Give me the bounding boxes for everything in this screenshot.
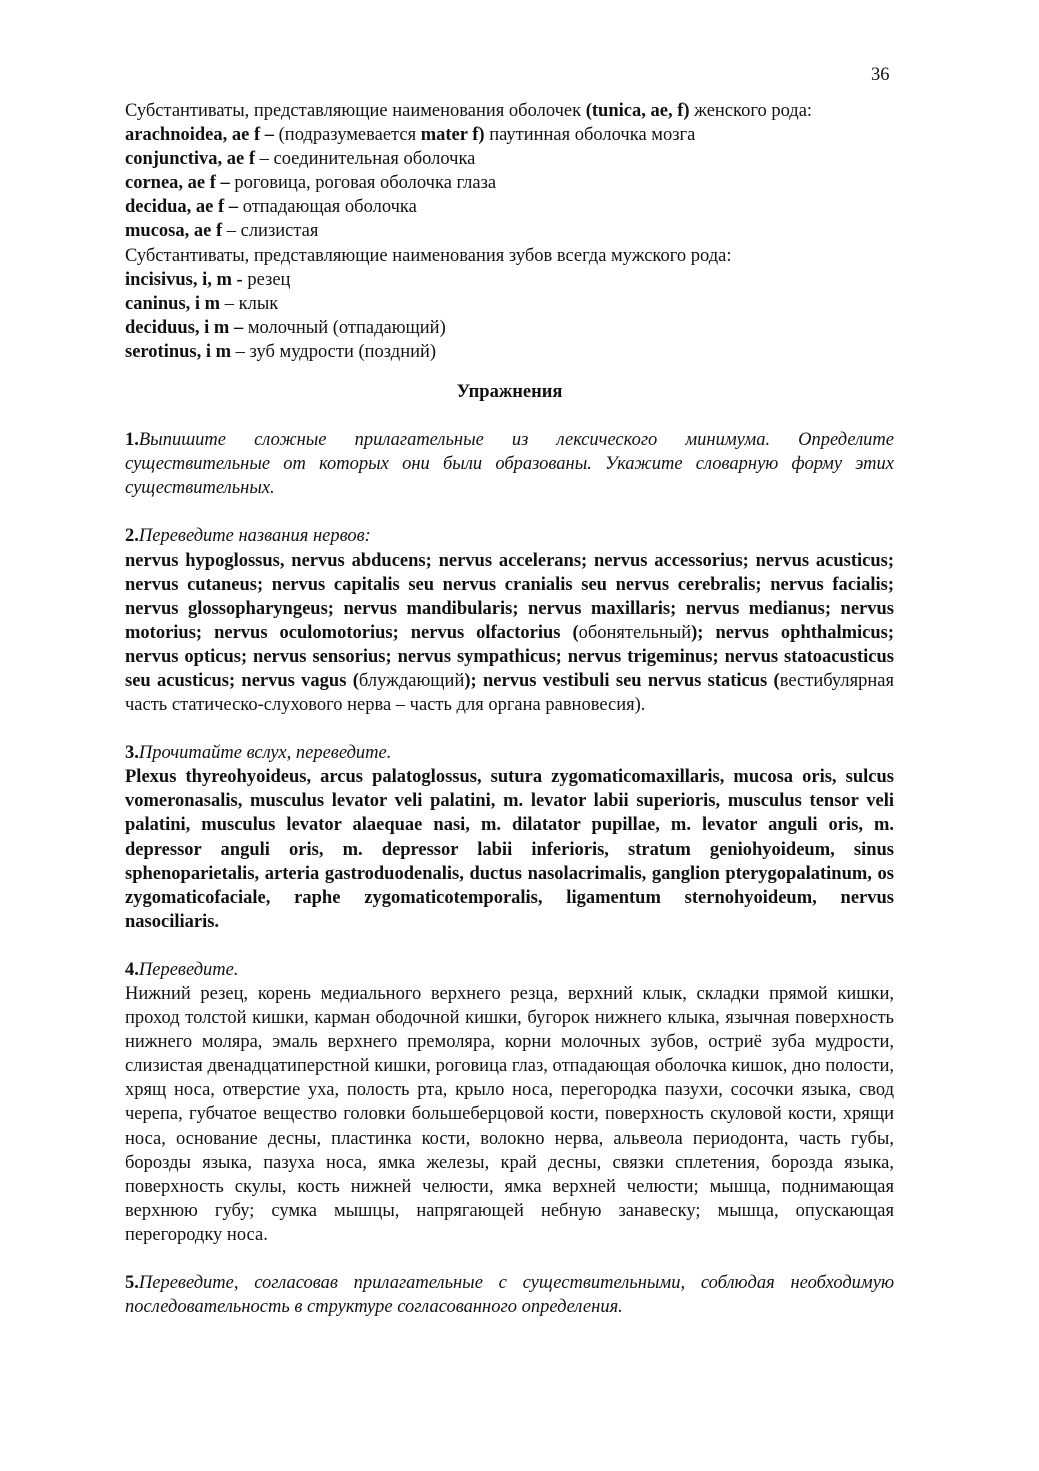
membrane-terms-list bbox=[125, 123, 894, 243]
exercise-4-heading bbox=[125, 958, 894, 982]
exercise-task: Выпишите сложные прилагательные из лексического минимума. Определите существительные от которых они были образованы. Укажите словарную форму этих существительных. bbox=[125, 430, 894, 499]
exercise-1 bbox=[125, 428, 894, 500]
teeth-intro: Субстантиваты, представляющие наименования зубов всегда мужского рода: bbox=[125, 245, 732, 266]
tooth-term: incisivus, i, m - резец bbox=[125, 269, 291, 290]
exercise-task: Переведите. bbox=[138, 959, 239, 980]
membrane-term: conjunctiva, ae f – соединительная оболочка bbox=[125, 149, 476, 170]
exercise-5 bbox=[125, 1271, 894, 1319]
exercise-number: 4. bbox=[125, 959, 139, 980]
page-content bbox=[125, 99, 894, 1319]
page-number: 36 bbox=[871, 65, 890, 85]
exercise-2-heading bbox=[125, 524, 894, 548]
exercise-task: Переведите, согласовав прилагательные с существительными, соблюдая необходимую последовательность в структуре согласованного определения. bbox=[125, 1273, 894, 1318]
exercise-number: 1. bbox=[125, 430, 139, 451]
teeth-terms-list bbox=[125, 268, 894, 364]
exercise-number: 3. bbox=[125, 743, 139, 764]
membranes-intro bbox=[125, 99, 894, 123]
exercise-task: Прочитайте вслух, переведите. bbox=[138, 743, 392, 764]
exercise-number: 2. bbox=[125, 526, 139, 547]
section-heading: Упражнения bbox=[456, 382, 563, 403]
membranes-intro-text: Субстантиваты, представляющие наименования оболочек bbox=[125, 101, 582, 121]
membrane-term: arachnoidea, ae f – (подразумевается mater f) паутинная оболочка мозга bbox=[125, 125, 696, 146]
tooth-term: serotinus, i m – зуб мудрости (поздний) bbox=[125, 341, 437, 362]
exercise-3-heading bbox=[125, 741, 894, 765]
exercise-3-body: Plexus thyreohyoideus, arcus palatoglossus, sutura zygomaticomaxillaris, mucosa oris, sulcus vomeronasalis, musculus levator veli palatini, m. levator labii superioris, musculus tensor veli palatini, musculus levator alaequae nasi, m. dilatator pupillae, m. levator anguli oris, m. depressor anguli oris, m. depressor labii inferioris, stratum geniohyoideum, sinus sphenoparietalis, arteria gastroduodenalis, ductus nasolacrimalis, ganglion pterygopalatinum, os zygomaticofaciale, raphe zygomaticotemporalis, ligamentum sternohyoideum, nervus nasociliaris. bbox=[125, 767, 894, 932]
membranes-intro-latin: (tunica, ae, f) bbox=[585, 101, 690, 121]
exercise-2-body: nervus hypoglossus, nervus abducens; nervus accelerans; nervus accessorius; nervus acusticus; nervus cutaneus; nervus capitalis seu nervus cranialis seu nervus cerebralis; nervus facialis; nervus glossopharyngeus; nervus mandibularis; nervus maxillaris; nervus medianus; nervus motorius; nervus oculomotorius; nervus olfactorius (обонятельный); nervus ophthalmicus; nervus opticus; nervus sensorius; nervus sympathicus; nervus trigeminus; nervus statoacusticus seu acusticus; nervus vagus (блуждающий); nervus vestibuli seu nervus staticus (вестибулярная часть статическо-слухового нерва – часть для органа равновесия). bbox=[125, 550, 894, 716]
exercise-task: Переведите названия нервов: bbox=[138, 526, 371, 547]
membranes-intro-text2: женского рода: bbox=[694, 101, 813, 121]
tooth-term: caninus, i m – клык bbox=[125, 293, 279, 314]
tooth-term: deciduus, i m – молочный (отпадающий) bbox=[125, 317, 446, 338]
membrane-term: decidua, ae f – отпадающая оболочка bbox=[125, 197, 417, 218]
membrane-term: cornea, ae f – роговица, роговая оболочка глаза bbox=[125, 173, 497, 194]
exercise-number: 5. bbox=[125, 1273, 139, 1294]
membrane-term: mucosa, ae f – слизистая bbox=[125, 221, 319, 242]
exercise-4-body: Нижний резец, корень медиального верхнего резца, верхний клык, складки прямой кишки, проход толстой кишки, карман ободочной кишки, бугорок нижнего клыка, язычная поверхность нижнего моляра, эмаль верхнего премоляра, корни молочных зубов, остриё зуба мудрости, слизистая двенадцатиперстной кишки, роговица глаз, отпадающая оболочка кишок, дно полости, хрящ носа, отверстие уха, полость рта, крыло носа, перегородка пазухи, сосочки языка, свод черепа, губчатое вещество головки большеберцовой кости, поверхность скуловой кости, хрящи носа, основание десны, пластинка кости, волокно нерва, альвеола периодонта, часть губы, борозды языка, пазуха носа, ямка железы, край десны, связки сплетения, борозда языка, поверхность скулы, кость нижней челюсти, ямка верхней челюсти; мышца, поднимающая верхнюю губу; сумка мышцы, напрягающей небную занавеску; мышца, опускающая перегородку носа. bbox=[125, 984, 894, 1245]
